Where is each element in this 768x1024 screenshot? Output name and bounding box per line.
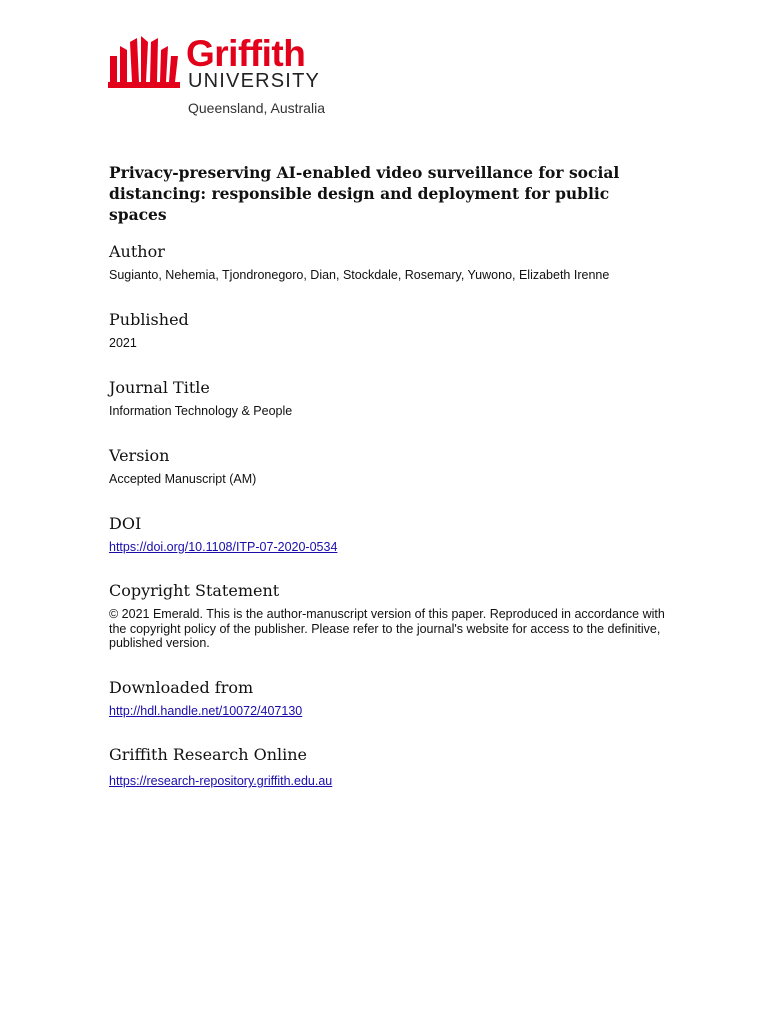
- repository-heading: Griffith Research Online: [109, 745, 308, 764]
- journal-value: Information Technology & People: [109, 404, 293, 418]
- downloaded-heading: Downloaded from: [109, 678, 254, 697]
- griffith-university-logo: [108, 34, 348, 122]
- copyright-value: © 2021 Emerald. This is the author-manuscript version of this paper. Reproduced in accordance with the copyright policy of the publisher. Please refer to the journal's website for access to the definitive, published version.: [109, 607, 665, 650]
- logo-subtitle: UNIVERSITY: [188, 70, 321, 92]
- copyright-section: [109, 581, 669, 651]
- author-section: [109, 242, 669, 283]
- version-section: [109, 446, 669, 487]
- handle-link[interactable]: http://hdl.handle.net/10072/407130: [109, 704, 303, 718]
- journal-section: [109, 378, 669, 419]
- doi-section: [109, 514, 669, 555]
- author-heading: Author: [109, 242, 165, 261]
- published-section: [109, 310, 669, 351]
- published-heading: Published: [109, 310, 189, 329]
- doi-heading: DOI: [109, 514, 142, 533]
- logo-location: Queensland, Australia: [188, 100, 325, 116]
- paper-title: Privacy-preserving AI-enabled video surveillance for social distancing: responsible design and deployment for public spaces: [109, 163, 620, 224]
- griffith-flame-icon: [108, 36, 184, 94]
- downloaded-section: [109, 678, 669, 719]
- published-value: 2021: [109, 336, 137, 350]
- repository-link[interactable]: https://research-repository.griffith.edu.au: [109, 774, 333, 788]
- copyright-heading: Copyright Statement: [109, 581, 280, 600]
- author-value: Sugianto, Nehemia, Tjondronegoro, Dian, Stockdale, Rosemary, Yuwono, Elizabeth Irenne: [109, 268, 610, 282]
- logo-wordmark: Griffith: [186, 33, 306, 74]
- version-value: Accepted Manuscript (AM): [109, 472, 257, 486]
- repository-section: [109, 745, 669, 789]
- doi-link[interactable]: https://doi.org/10.1108/ITP-07-2020-0534: [109, 540, 338, 554]
- version-heading: Version: [109, 446, 170, 465]
- journal-heading: Journal Title: [109, 378, 210, 397]
